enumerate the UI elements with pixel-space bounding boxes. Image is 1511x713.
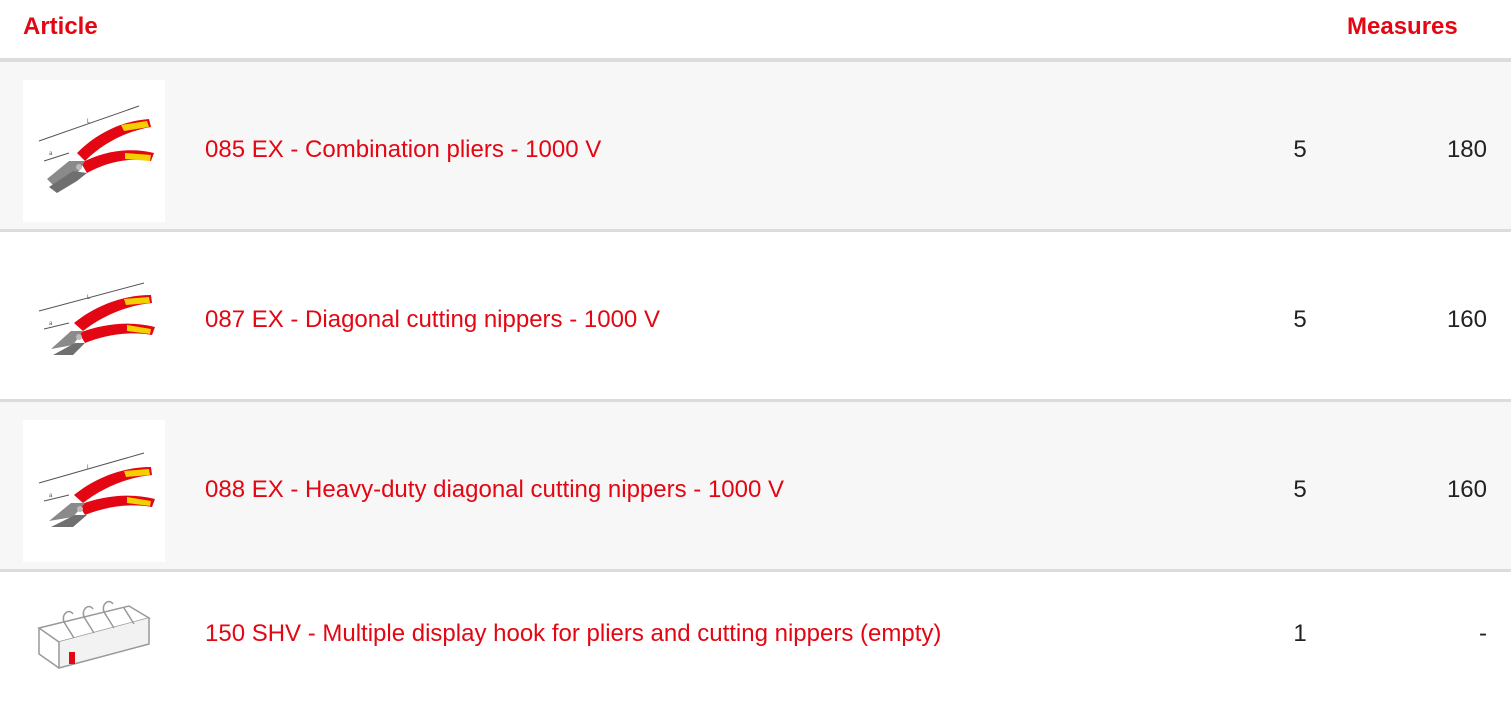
table-row[interactable] bbox=[0, 402, 1511, 572]
article-link[interactable]: 088 EX - Heavy-duty diagonal cutting nippers - 1000 V bbox=[205, 476, 785, 503]
article-link[interactable]: 150 SHV - Multiple display hook for pliers and cutting nippers (empty) bbox=[205, 620, 942, 647]
article-link[interactable]: 085 EX - Combination pliers - 1000 V bbox=[205, 136, 602, 163]
measure-value: 160 bbox=[1446, 306, 1487, 333]
table-row[interactable] bbox=[0, 62, 1511, 232]
article-link[interactable]: 087 EX - Diagonal cutting nippers - 1000 V bbox=[205, 306, 660, 333]
table-header bbox=[0, 0, 1511, 62]
pieces-value: 5 bbox=[1293, 476, 1307, 503]
display-hook-icon[interactable] bbox=[23, 588, 165, 676]
pieces-value: 5 bbox=[1293, 136, 1307, 163]
pieces-value: 5 bbox=[1293, 306, 1307, 333]
svg-text:L: L bbox=[87, 465, 91, 471]
pieces-value: 1 bbox=[1293, 620, 1307, 647]
svg-text:a: a bbox=[49, 493, 53, 499]
combination-pliers-icon[interactable] bbox=[23, 80, 165, 222]
svg-text:a: a bbox=[49, 151, 53, 157]
table-row[interactable] bbox=[0, 572, 1511, 672]
measure-value: 180 bbox=[1446, 136, 1487, 163]
header-measures[interactable]: Measures bbox=[1347, 13, 1458, 40]
svg-text:L: L bbox=[87, 119, 91, 125]
svg-text:L: L bbox=[87, 295, 91, 301]
measure-value: - bbox=[1479, 620, 1487, 647]
measure-value: 160 bbox=[1446, 476, 1487, 503]
table-row[interactable] bbox=[0, 232, 1511, 402]
header-article[interactable]: Article bbox=[23, 13, 98, 40]
heavy-nippers-icon[interactable] bbox=[23, 420, 165, 562]
svg-text:a: a bbox=[49, 321, 53, 327]
diagonal-nippers-icon[interactable] bbox=[23, 250, 165, 392]
